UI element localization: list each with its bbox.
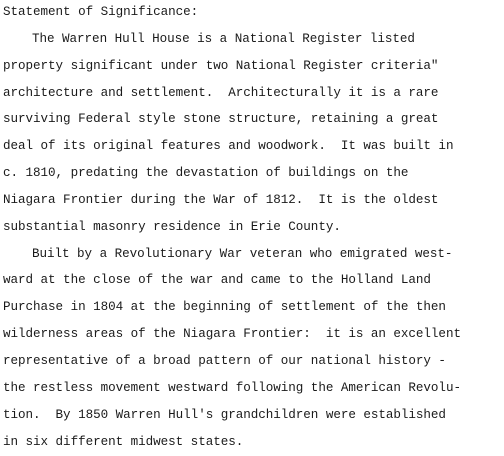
text-line: property significant under two National Register criteria" [3, 59, 439, 73]
text-line: representative of a broad pattern of our national history - [3, 354, 446, 368]
text-line: substantial masonry residence in Erie County. [3, 220, 341, 234]
text-line: wilderness areas of the Niagara Frontier: it is an excellent [3, 327, 461, 341]
text-line: Built by a Revolutionary War veteran who emigrated west- [32, 247, 453, 261]
text-line: the restless movement westward following the American Revolu- [3, 381, 461, 395]
text-line: c. 1810, predating the devastation of buildings on the [3, 166, 409, 180]
text-line: in six different midwest states. [3, 435, 244, 449]
text-line: deal of its original features and woodwork. It was built in [3, 139, 454, 153]
text-line: The Warren Hull House is a National Register listed [32, 32, 415, 46]
text-line: Purchase in 1804 at the beginning of settlement of the then [3, 300, 446, 314]
text-line: Niagara Frontier during the War of 1812. It is the oldest [3, 193, 439, 207]
text-line: ward at the close of the war and came to the Holland Land [3, 273, 431, 287]
text-line: surviving Federal style stone structure, retaining a great [3, 112, 439, 126]
section-heading: Statement of Significance: [3, 5, 199, 19]
text-line: tion. By 1850 Warren Hull's grandchildren were established [3, 408, 446, 422]
text-line: architecture and settlement. Architecturally it is a rare [3, 86, 439, 100]
